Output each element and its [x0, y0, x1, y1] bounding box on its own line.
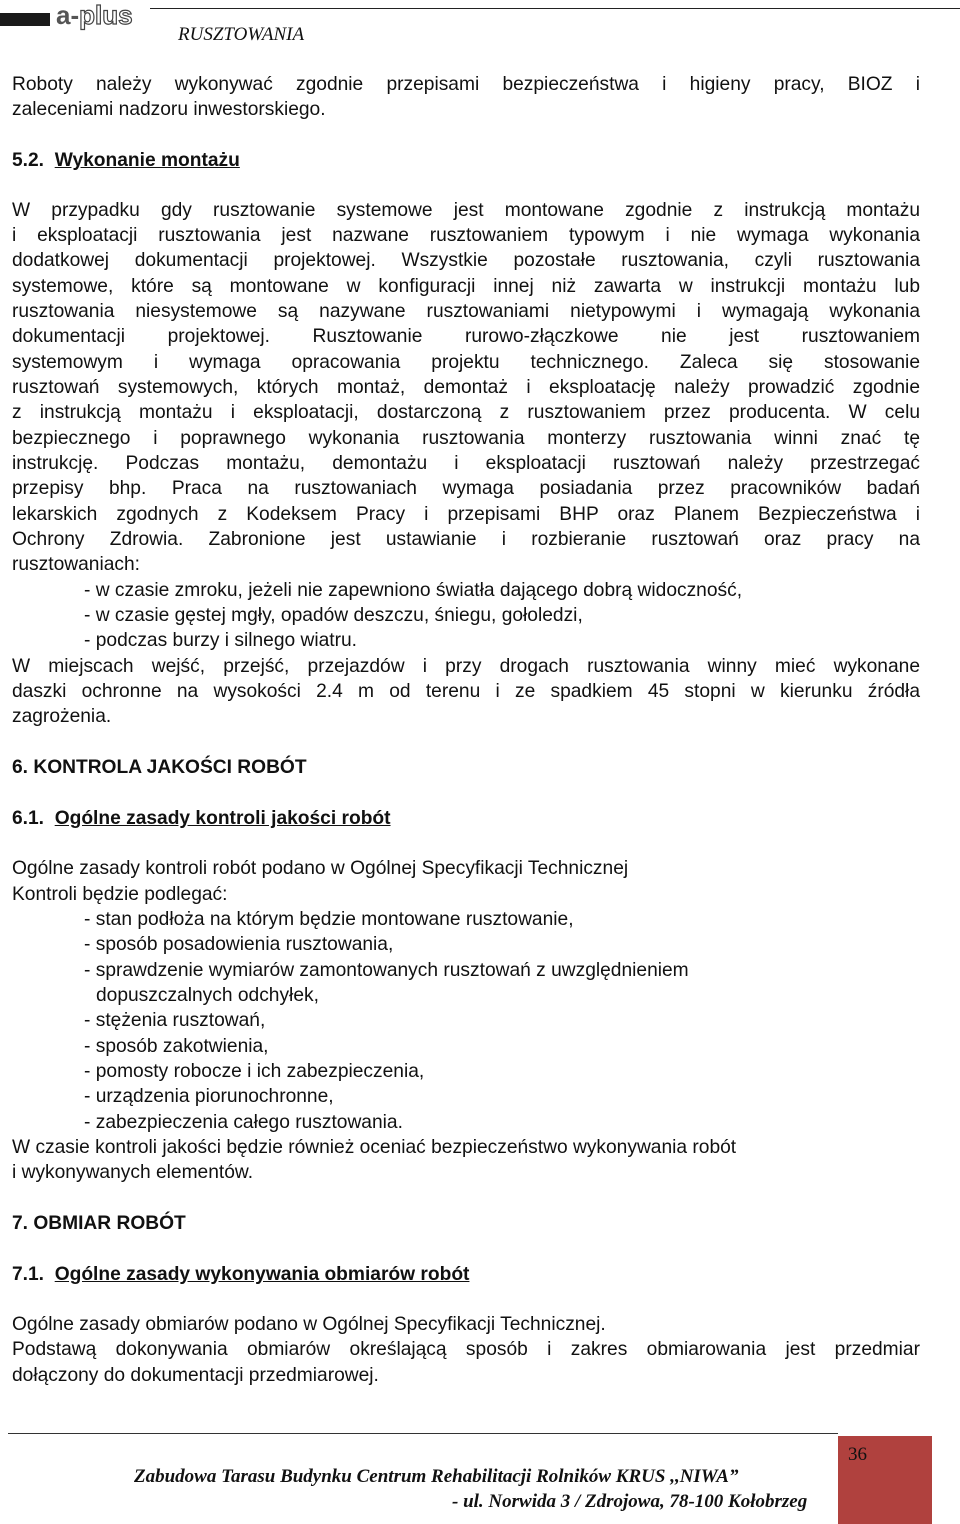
- section-heading-6-1: 6.1. Ogólne zasady kontroli jakości robót: [12, 808, 391, 829]
- logo-bar: [0, 13, 50, 26]
- paragraph-line: rusztowaniach:: [12, 554, 140, 575]
- paragraph-line: systemowym i wymaga opracowania projektu technicznego. Zaleca się stosowanie: [12, 352, 920, 373]
- paragraph-line: bezpiecznego i poprawnego wykonania rusztowania monterzy rusztowania winni znać tę: [12, 428, 920, 449]
- paragraph-line: z instrukcją montażu i eksploatacji, dostarczoną z rusztowaniem przez producenta. W celu: [12, 402, 920, 423]
- list-item: - w czasie zmroku, jeżeli nie zapewniono światła dającego dobrą widoczność,: [84, 580, 743, 601]
- section-heading-7: 7. OBMIAR ROBÓT: [12, 1213, 186, 1234]
- paragraph-line: Kontroli będzie podlegać:: [12, 884, 228, 905]
- paragraph-intro-line-1: Roboty należy wykonywać zgodnie przepisami bezpieczeństwa i higieny pracy, BIOZ i: [12, 74, 920, 95]
- paragraph-line: dokumentacji projektowej. Rusztowanie rurowo-złączkowe nie jest rusztowaniem: [12, 326, 920, 347]
- paragraph-line: W miejscach wejść, przejść, przejazdów i przy drogach rusztowania winny mieć wykonane: [12, 656, 920, 677]
- paragraph-intro-line-2: zaleceniami nadzoru inwestorskiego.: [12, 99, 326, 120]
- paragraph-line: i wykonywanych elementów.: [12, 1162, 254, 1183]
- paragraph-line: instrukcję. Podczas montażu, demontażu i eksploatacji rusztowań należy przestrzegać: [12, 453, 920, 474]
- list-item: - w czasie gęstej mgły, opadów deszczu, śniegu, gołoledzi,: [84, 605, 583, 626]
- paragraph-line: przepisy bhp. Praca na rusztowaniach wymaga posiadania przez pracowników badań: [12, 478, 920, 499]
- list-item: - sposób zakotwienia,: [84, 1036, 269, 1057]
- section-heading-7-1: 7.1. Ogólne zasady wykonywania obmiarów robót: [12, 1264, 470, 1285]
- paragraph-line: i eksploatacji rusztowania jest nazwane rusztowaniem typowym i nie wymaga wykonania: [12, 225, 920, 246]
- list-item: - urządzenia piorunochronne,: [84, 1086, 334, 1107]
- paragraph-line: dołączony do dokumentacji przedmiarowej.: [12, 1365, 379, 1386]
- paragraph-line: lekarskich zgodnych z Kodeksem Pracy i przepisami BHP oraz Planem Bezpieczeństwa i: [12, 504, 920, 525]
- section-heading-5-2: 5.2. Wykonanie montażu: [12, 150, 240, 171]
- paragraph-line: Podstawą dokonywania obmiarów określającą sposób i zakres obmiarowania jest przedmiar: [12, 1339, 920, 1360]
- list-item: - stan podłoża na którym będzie montowane rusztowanie,: [84, 909, 574, 930]
- list-item: - sprawdzenie wymiarów zamontowanych rusztowań z uwzględnieniem: [84, 960, 689, 981]
- paragraph-line: systemowe, które są montowane w konfiguracji innej niż zawarta w instrukcji montażu lub: [12, 276, 920, 297]
- paragraph-line: zagrożenia.: [12, 706, 112, 727]
- list-item: - stężenia rusztowań,: [84, 1010, 266, 1031]
- paragraph-line: rusztowań systemowych, których montaż, demontaż i eksploatację należy prowadzić zgodnie: [12, 377, 920, 398]
- header-title: RUSZTOWANIA: [178, 24, 305, 45]
- list-item: - podczas burzy i silnego wiatru.: [84, 630, 358, 651]
- paragraph-line: Ogólne zasady kontroli robót podano w Ogólnej Specyfikacji Technicznej: [12, 858, 629, 879]
- paragraph-line: daszki ochronne na wysokości 2.4 m od terenu i ze spadkiem 45 stopni w kierunku źródła: [12, 681, 920, 702]
- paragraph-line: dodatkowej dokumentacji projektowej. Wszystkie pozostałe rusztowania, czyli rusztowania: [12, 250, 920, 271]
- section-heading-6: 6. KONTROLA JAKOŚCI ROBÓT: [12, 757, 307, 778]
- page-number: 36: [848, 1444, 867, 1465]
- list-item: - pomosty robocze i ich zabezpieczenia,: [84, 1061, 425, 1082]
- paragraph-line: rusztowania niesystemowe są nazywane rusztowaniami nietypowymi i wymagają wykonania: [12, 301, 920, 322]
- footer-project-title: Zabudowa Tarasu Budynku Centrum Rehabilitacji Rolników KRUS ,,NIWA”: [134, 1466, 739, 1487]
- footer-rule: [8, 1433, 838, 1434]
- list-item: - sposób posadowienia rusztowania,: [84, 934, 394, 955]
- list-item-continuation: dopuszczalnych odchyłek,: [96, 985, 319, 1006]
- list-item: - zabezpieczenia całego rusztowania.: [84, 1112, 403, 1133]
- paragraph-line: W przypadku gdy rusztowanie systemowe jest montowane zgodnie z instrukcją montażu: [12, 200, 920, 221]
- paragraph-line: Ochrony Zdrowia. Zabronione jest ustawianie i rozbieranie rusztowań oraz pracy na: [12, 529, 920, 550]
- paragraph-line: Ogólne zasady obmiarów podano w Ogólnej Specyfikacji Technicznej.: [12, 1314, 606, 1335]
- company-logo: a-plus: [56, 0, 133, 30]
- paragraph-line: W czasie kontroli jakości będzie również oceniać bezpieczeństwo wykonywania robót: [12, 1137, 737, 1158]
- footer-address: - ul. Norwida 3 / Zdrojowa, 78-100 Kołobrzeg: [452, 1491, 808, 1512]
- header-rule: [150, 8, 960, 9]
